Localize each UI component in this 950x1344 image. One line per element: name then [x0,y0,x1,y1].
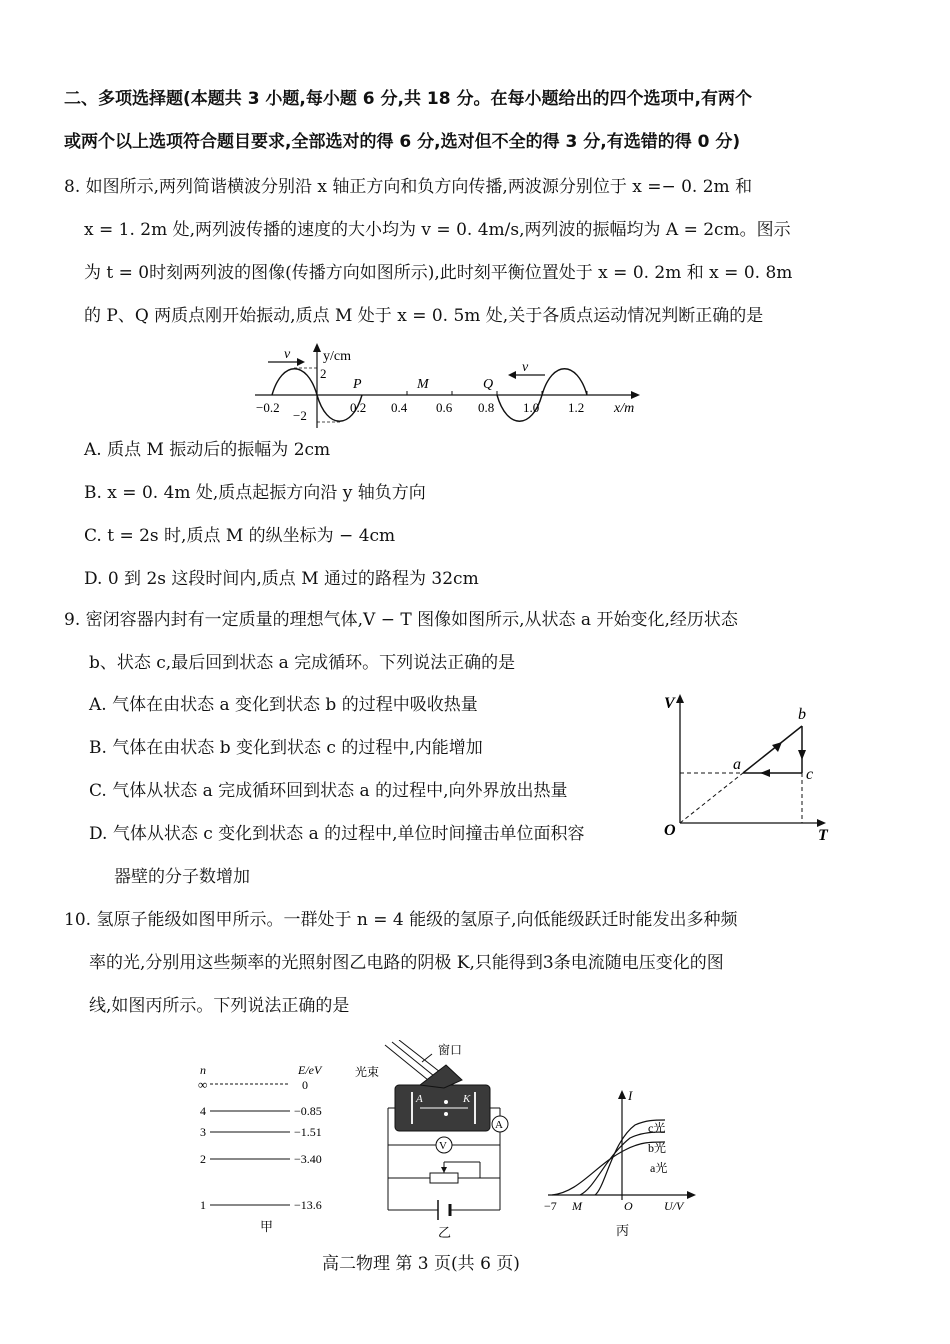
bing-curve-b: b光 [648,1141,667,1155]
q8-y-axis-label: y/cm [323,349,351,364]
q9-t-label: T [818,827,828,843]
q8-x-tick-neg02: −0.2 [256,400,280,415]
q8-option-d: D. 0 到 2s 这段时间内,质点 M 通过的路程为 32cm [84,569,479,589]
q9-option-d: D. 气体从状态 c 变化到状态 a 的过程中,单位时间撞击单位面积容 [89,824,585,844]
page-footer: 高二物理 第 3 页(共 6 页) [322,1254,520,1274]
q8-line2: x = 1. 2m 处,两列波传播的速度的大小均为 v = 0. 4m/s,两列波的振幅均为 A = 2cm。图示 [84,220,791,240]
bing-i-label: I [628,1088,633,1103]
jia-n-4: 4 [200,1104,206,1118]
section-heading-line1: 二、多项选择题(本题共 3 小题,每小题 6 分,共 18 分。在每小题给出的四个选项中,有两个 [64,89,752,109]
q10-line2: 率的光,分别用这些频率的光照射图乙电路的阴极 K,只能得到3条电流随电压变化的图 [89,953,724,973]
q8-x-tick-06: 0.6 [436,400,453,415]
jia-e-3: −1.51 [294,1125,322,1139]
jia-n-1: 1 [200,1198,206,1212]
q8-line1: 8. 如图所示,两列简谐横波分别沿 x 轴正方向和负方向传播,两波源分别位于 x =− 0. 2m 和 [64,177,753,197]
jia-n-inf: ∞ [198,1077,208,1092]
q9-option-b: B. 气体在由状态 b 变化到状态 c 的过程中,内能增加 [89,738,483,758]
q8-line3: 为 t = 0时刻两列波的图像(传播方向如图所示),此时刻平衡位置处于 x = 0. 2m 和 x = 0. 8m [84,263,793,283]
jia-e-inf: 0 [302,1078,308,1092]
bing-curve-c: c光 [648,1121,666,1135]
q10-line3: 线,如图丙所示。下列说法正确的是 [89,996,350,1016]
q9-o-label: O [664,822,676,839]
q8-line4: 的 P、Q 两质点刚开始振动,质点 M 处于 x = 0. 5m 处,关于各质点运动情况判断正确的是 [84,306,764,326]
q10-fig-jia [190,1058,350,1238]
jia-e-1: −13.6 [294,1198,322,1212]
q8-x-tick-08: 0.8 [478,400,495,415]
yi-a-label: A [416,1093,423,1105]
jia-e-2: −3.40 [294,1152,322,1166]
q10-line1: 10. 氢原子能级如图甲所示。一群处于 n = 4 能级的氢原子,向低能级跃迁时能发出多种频 [64,910,738,930]
q9-line1: 9. 密闭容器内封有一定质量的理想气体,V − T 图像如图所示,从状态 a 开始变化,经历状态 [64,610,738,630]
bing-caption: 丙 [616,1223,630,1238]
q9-option-a: A. 气体在由状态 a 变化到状态 b 的过程中吸收热量 [89,695,478,715]
jia-n-3: 3 [200,1125,206,1139]
q9-option-d-cont: 器壁的分子数增加 [114,867,250,887]
q9-state-b: b [798,706,806,723]
q8-y-tick-neg2: −2 [293,408,307,423]
yi-window-label: 窗口 [438,1043,463,1057]
yi-beam-label: 光束 [355,1065,380,1079]
q8-x-tick-12: 1.2 [568,400,585,415]
jia-n-2: 2 [200,1152,206,1166]
q9-state-a: a [733,756,741,773]
jia-n-label: n [200,1063,206,1077]
q9-state-c: c [806,766,814,783]
q8-option-c: C. t = 2s 时,质点 M 的纵坐标为 − 4cm [84,526,396,546]
jia-e-4: −0.85 [294,1104,322,1118]
bing-neg7: −7 [544,1199,557,1213]
bing-curve-a: a光 [650,1161,668,1175]
q9-line2: b、状态 c,最后回到状态 a 完成循环。下列说法正确的是 [89,653,516,673]
jia-e-label: E/eV [298,1063,322,1077]
q8-wave-figure [250,340,650,432]
q8-point-q: Q [483,377,494,392]
bing-o-label: O [624,1199,633,1213]
q9-option-c: C. 气体从状态 a 完成循环回到状态 a 的过程中,向外界放出热量 [89,781,568,801]
q8-option-a: A. 质点 M 振动后的振幅为 2cm [84,440,331,460]
q8-v-right: v [522,360,529,375]
bing-m-label: M [572,1199,582,1213]
q8-x-tick-10: 1.0 [523,400,540,415]
yi-ammeter: A [495,1119,503,1131]
yi-caption: 乙 [438,1225,452,1240]
q10-fig-yi [350,1040,530,1240]
yi-k-label: K [463,1093,471,1105]
yi-voltmeter: V [439,1140,447,1152]
q8-x-axis-label: x/m [614,401,635,416]
q10-fig-bing [540,1080,710,1240]
jia-caption: 甲 [260,1219,274,1234]
q9-v-label: V [664,695,675,712]
q8-point-p: P [353,377,362,392]
q9-vt-figure [660,688,840,843]
q8-y-tick-2: 2 [320,366,327,381]
q8-option-b: B. x = 0. 4m 处,质点起振方向沿 y 轴负方向 [84,483,426,503]
section-heading-line2: 或两个以上选项符合题目要求,全部选对的得 6 分,选对但不全的得 3 分,有选错的得 0 分) [64,132,741,152]
q8-v-left: v [284,347,291,362]
q8-x-tick-02: 0.2 [350,400,367,415]
bing-u-label: U/V [664,1199,684,1213]
q8-point-m: M [417,377,429,392]
q8-x-tick-04: 0.4 [391,400,408,415]
